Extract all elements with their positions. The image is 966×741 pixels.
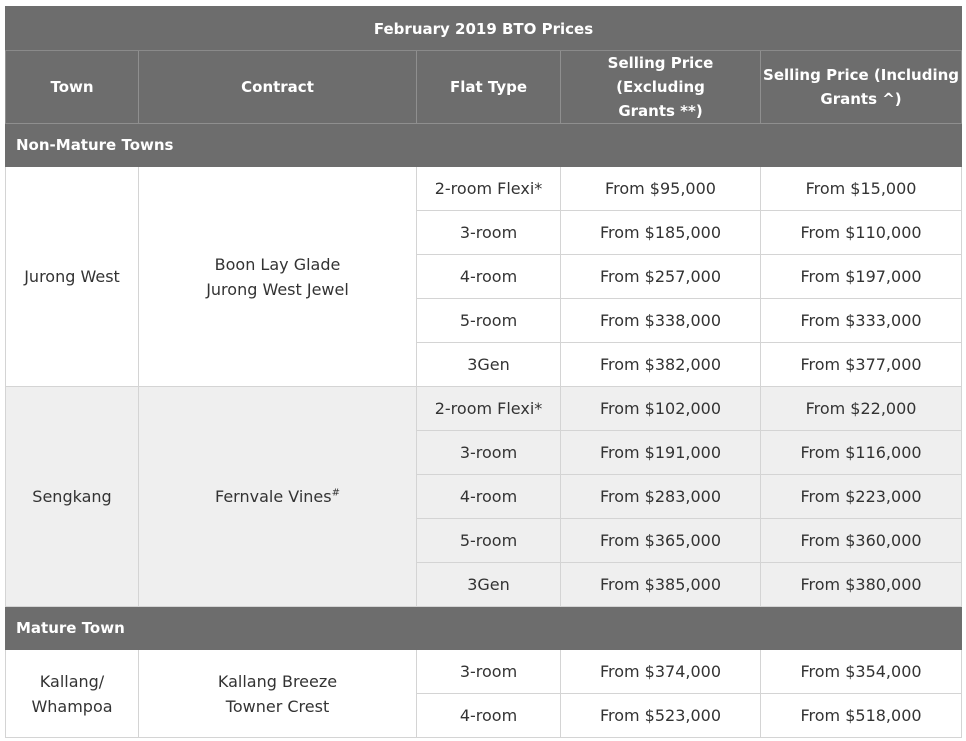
header-contract: Contract xyxy=(139,51,417,124)
price-incl-cell: From $377,000 xyxy=(761,343,962,387)
price-excl-cell: From $365,000 xyxy=(561,519,761,563)
header-row xyxy=(6,51,962,124)
price-incl-cell: From $116,000 xyxy=(761,431,962,475)
price-incl-cell: From $360,000 xyxy=(761,519,962,563)
contract-name: Jurong West Jewel xyxy=(206,279,349,299)
price-incl-cell: From $110,000 xyxy=(761,211,962,255)
price-incl-cell: From $518,000 xyxy=(761,694,962,738)
section-label: Non-Mature Towns xyxy=(6,124,962,167)
price-excl-cell: From $338,000 xyxy=(561,299,761,343)
flat-type-cell: 4-room xyxy=(417,694,561,738)
price-excl-cell: From $257,000 xyxy=(561,255,761,299)
contract-cell xyxy=(139,387,417,607)
price-excl-cell: From $191,000 xyxy=(561,431,761,475)
section-row-non-mature xyxy=(6,124,962,167)
price-excl-cell: From $374,000 xyxy=(561,650,761,694)
flat-type-cell: 5-room xyxy=(417,519,561,563)
header-selling-excl-line2: Grants **) xyxy=(618,102,703,120)
price-excl-cell: From $102,000 xyxy=(561,387,761,431)
header-selling-price-excluding xyxy=(561,51,761,124)
price-incl-cell: From $15,000 xyxy=(761,167,962,211)
table-row xyxy=(6,167,962,211)
header-selling-excl-line1: Selling Price (Excluding xyxy=(607,54,714,96)
flat-type-cell: 5-room xyxy=(417,299,561,343)
contract-name: Kallang Breeze xyxy=(217,671,338,691)
flat-type-cell: 3Gen xyxy=(417,563,561,607)
price-incl-cell: From $354,000 xyxy=(761,650,962,694)
price-incl-cell: From $380,000 xyxy=(761,563,962,607)
town-cell: Sengkang xyxy=(6,387,139,607)
price-incl-cell: From $22,000 xyxy=(761,387,962,431)
flat-type-cell: 4-room xyxy=(417,475,561,519)
table-row xyxy=(6,387,962,431)
price-excl-cell: From $385,000 xyxy=(561,563,761,607)
flat-type-cell: 3-room xyxy=(417,650,561,694)
price-excl-cell: From $382,000 xyxy=(561,343,761,387)
price-excl-cell: From $185,000 xyxy=(561,211,761,255)
table-row xyxy=(6,650,962,694)
contract-name: Towner Crest xyxy=(225,696,330,716)
flat-type-cell: 2-room Flexi* xyxy=(417,167,561,211)
town-name: Kallang/ xyxy=(39,671,105,691)
contract-name: Fernvale Vines xyxy=(214,487,332,506)
town-name: Whampoa xyxy=(31,696,113,716)
price-incl-cell: From $333,000 xyxy=(761,299,962,343)
contract-cell xyxy=(139,650,417,738)
section-row-mature xyxy=(6,607,962,650)
contract-footnote-mark: # xyxy=(331,487,340,499)
price-excl-cell: From $283,000 xyxy=(561,475,761,519)
contract-name: Boon Lay Glade xyxy=(214,254,341,274)
price-excl-cell: From $95,000 xyxy=(561,167,761,211)
town-cell xyxy=(6,650,139,738)
flat-type-cell: 3-room xyxy=(417,431,561,475)
section-label: Mature Town xyxy=(6,607,962,650)
flat-type-cell: 2-room Flexi* xyxy=(417,387,561,431)
header-selling-incl-line1: Selling Price (Including xyxy=(763,66,960,84)
flat-type-cell: 4-room xyxy=(417,255,561,299)
price-incl-cell: From $197,000 xyxy=(761,255,962,299)
price-incl-cell: From $223,000 xyxy=(761,475,962,519)
town-cell: Jurong West xyxy=(6,167,139,387)
flat-type-cell: 3-room xyxy=(417,211,561,255)
table-title: February 2019 BTO Prices xyxy=(6,7,962,51)
header-selling-incl-line2: Grants ^) xyxy=(820,90,902,108)
header-selling-price-including xyxy=(761,51,962,124)
contract-cell xyxy=(139,167,417,387)
bto-prices-table xyxy=(5,6,962,738)
price-excl-cell: From $523,000 xyxy=(561,694,761,738)
header-flat-type: Flat Type xyxy=(417,51,561,124)
header-town: Town xyxy=(6,51,139,124)
table-title-row xyxy=(6,7,962,51)
flat-type-cell: 3Gen xyxy=(417,343,561,387)
